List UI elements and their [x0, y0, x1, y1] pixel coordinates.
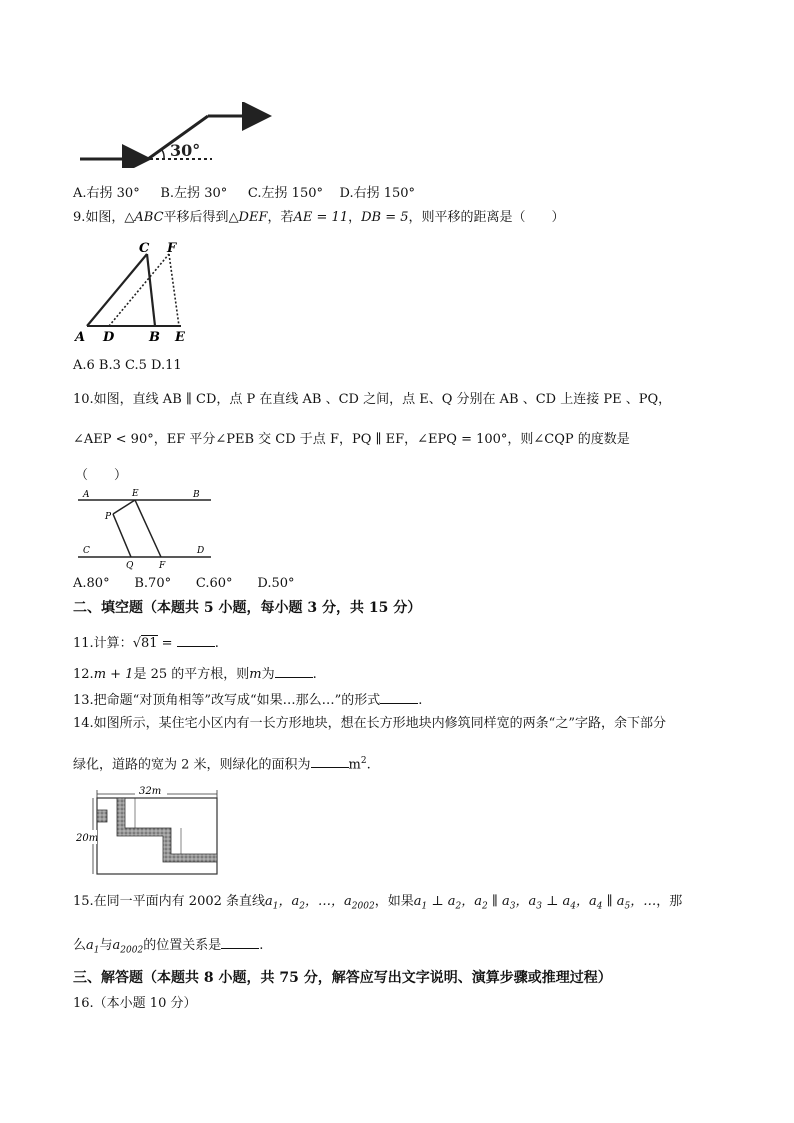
- q12-suffix: 为: [261, 667, 275, 682]
- q9-stem-text: ，若: [267, 210, 294, 225]
- q9-options: A.6 B.3 C.5 D.11: [73, 358, 182, 373]
- q10-label-q: Q: [126, 561, 134, 571]
- q15-text: 的位置关系是: [143, 938, 222, 953]
- q14-unit-exponent: 2: [360, 756, 367, 766]
- q9-stem-text: 9.如图，: [73, 210, 125, 225]
- q11-radicand: 81: [140, 636, 158, 651]
- q12-answer-blank: [275, 665, 313, 678]
- q10-line-1: 10.如图，直线 AB ∥ CD，点 P 在直线 AB 、CD 之间，点 E、Q 分别在 AB 、CD 上连接 PE 、PQ，: [73, 392, 672, 407]
- q14-line-2: 绿化，道路的宽为 2 米，则绿化的面积为 $m^2$.: [73, 756, 371, 773]
- section-2-heading: 二、填空题（本题共 5 小题，每小题 3 分，共 15 分）: [73, 600, 422, 616]
- q10-label-f: F: [159, 561, 166, 571]
- q15-lines-list: $a_1$，$a_2$，…，$a_{2002}$: [265, 894, 375, 912]
- q12-mid: 是 25 的平方根，则: [133, 667, 250, 682]
- q15-relations: $a_1$ ⊥ $a_2$，$a_2$ ∥ $a_3$，$a_3$ ⊥ $a_4$，$a_4$ ∥ $a_5$，…: [413, 894, 657, 912]
- q11-prefix: 11.计算：: [73, 636, 133, 651]
- q10-options: [73, 576, 295, 592]
- q12: 12.m + 1是 25 的平方根，则m为 .: [73, 667, 317, 682]
- q9-triangle-abc: △ABC: [124, 210, 164, 225]
- q12-prefix: 12.: [73, 667, 94, 682]
- q14-line-2-text: 绿化，道路的宽为 2 米，则绿化的面积为: [73, 757, 311, 773]
- q10-figure: [73, 486, 218, 571]
- q11: 11.计算：√81 = .: [73, 636, 219, 651]
- q12-expression: m + 1: [93, 667, 134, 682]
- q9-label-e: E: [175, 330, 185, 344]
- q10-label-e: E: [132, 489, 139, 499]
- q8-options: [73, 186, 415, 202]
- q9-label-d: D: [103, 330, 115, 344]
- q10-label-d: D: [197, 546, 205, 556]
- q15-answer-blank: [221, 936, 259, 949]
- q10-option-d: D.50°: [257, 576, 295, 591]
- q9-label-b: B: [149, 330, 160, 344]
- q15-text: ，那: [656, 894, 683, 909]
- q9-condition-ae: AE = 11: [293, 210, 349, 225]
- q15-line-2: 么$a_1$与$a_{2002}$的位置关系是 .: [73, 938, 264, 956]
- q15-text: 与: [99, 938, 113, 953]
- q9-stem-text: ，则平移的距离是（ ）: [408, 210, 565, 225]
- q15-a1: $a_1$: [86, 938, 100, 956]
- q13-text: 13.把命题“对顶角相等”改写成“如果…那么…”的形式: [73, 693, 381, 708]
- q9-stem: 9.如图，△ABC平移后得到△DEF，若AE = 11，DB = 5，则平移的距离是（ ）: [73, 210, 565, 225]
- q10-line-2: ∠AEP < 90°，EF 平分∠PEB 交 CD 于点 F，PQ ∥ EF，∠EPQ = 100°，则∠CQP 的度数是: [73, 432, 630, 447]
- q8-option-c: C.左拐 150°: [247, 186, 323, 201]
- q10-label-c: C: [83, 546, 90, 556]
- q10-line-3: （ ）: [75, 468, 128, 483]
- q8-option-b: B.左拐 30°: [160, 186, 228, 201]
- q9-label-c: C: [139, 241, 150, 256]
- q14-answer-blank: [311, 755, 349, 768]
- q9-label-a: A: [75, 330, 86, 344]
- q15-line-1: [73, 894, 682, 915]
- q15-text: 么: [73, 938, 87, 953]
- q15-text: ，如果: [374, 894, 414, 909]
- q10-label-p: P: [105, 512, 112, 522]
- q13: 13.把命题“对顶角相等”改写成“如果…那么…”的形式 .: [73, 693, 423, 708]
- q9-stem-text: 平移后得到: [163, 210, 229, 225]
- q10-label-b: B: [193, 490, 200, 500]
- q9-triangle-def: △DEF: [228, 210, 268, 225]
- q11-equals: =: [157, 636, 177, 651]
- q8-option-a: A.右拐 30°: [73, 186, 140, 201]
- q13-answer-blank: [380, 691, 418, 704]
- q12-variable: m: [249, 667, 262, 682]
- q15-a2002: $a_{2002}$: [112, 938, 144, 956]
- section-3-heading: 三、解答题（本题共 8 小题，共 75 分，解答应写出文字说明、演算步骤或推理过程）: [73, 970, 612, 986]
- q9-figure: [73, 238, 198, 344]
- q14-figure: [73, 780, 225, 878]
- q8-figure: [76, 102, 276, 168]
- q8-angle-label: 30°: [170, 141, 201, 160]
- q15-text: 15.在同一平面内有 2002 条直线: [73, 894, 266, 909]
- q9-label-f: F: [167, 241, 177, 256]
- q10-label-a: A: [83, 490, 90, 500]
- q9-condition-db: DB = 5: [361, 210, 409, 225]
- q14-line-1: 14.如图所示，某住宅小区内有一长方形地块，想在长方形地块内修筑同样宽的两条“之”字路，余下部分: [73, 716, 666, 731]
- sqrt-symbol: √: [132, 636, 141, 651]
- q8-option-d: D.右拐 150°: [339, 186, 416, 201]
- q10-option-a: A.80°: [73, 576, 110, 591]
- q14-height-label: 20m: [76, 833, 99, 844]
- q11-answer-blank: [177, 634, 215, 647]
- q14-width-label: 32m: [139, 786, 162, 797]
- q16: 16.（本小题 10 分）: [73, 996, 197, 1011]
- q14-unit: m: [348, 757, 361, 773]
- q10-option-b: B.70°: [134, 576, 172, 591]
- q10-option-c: C.60°: [195, 576, 233, 591]
